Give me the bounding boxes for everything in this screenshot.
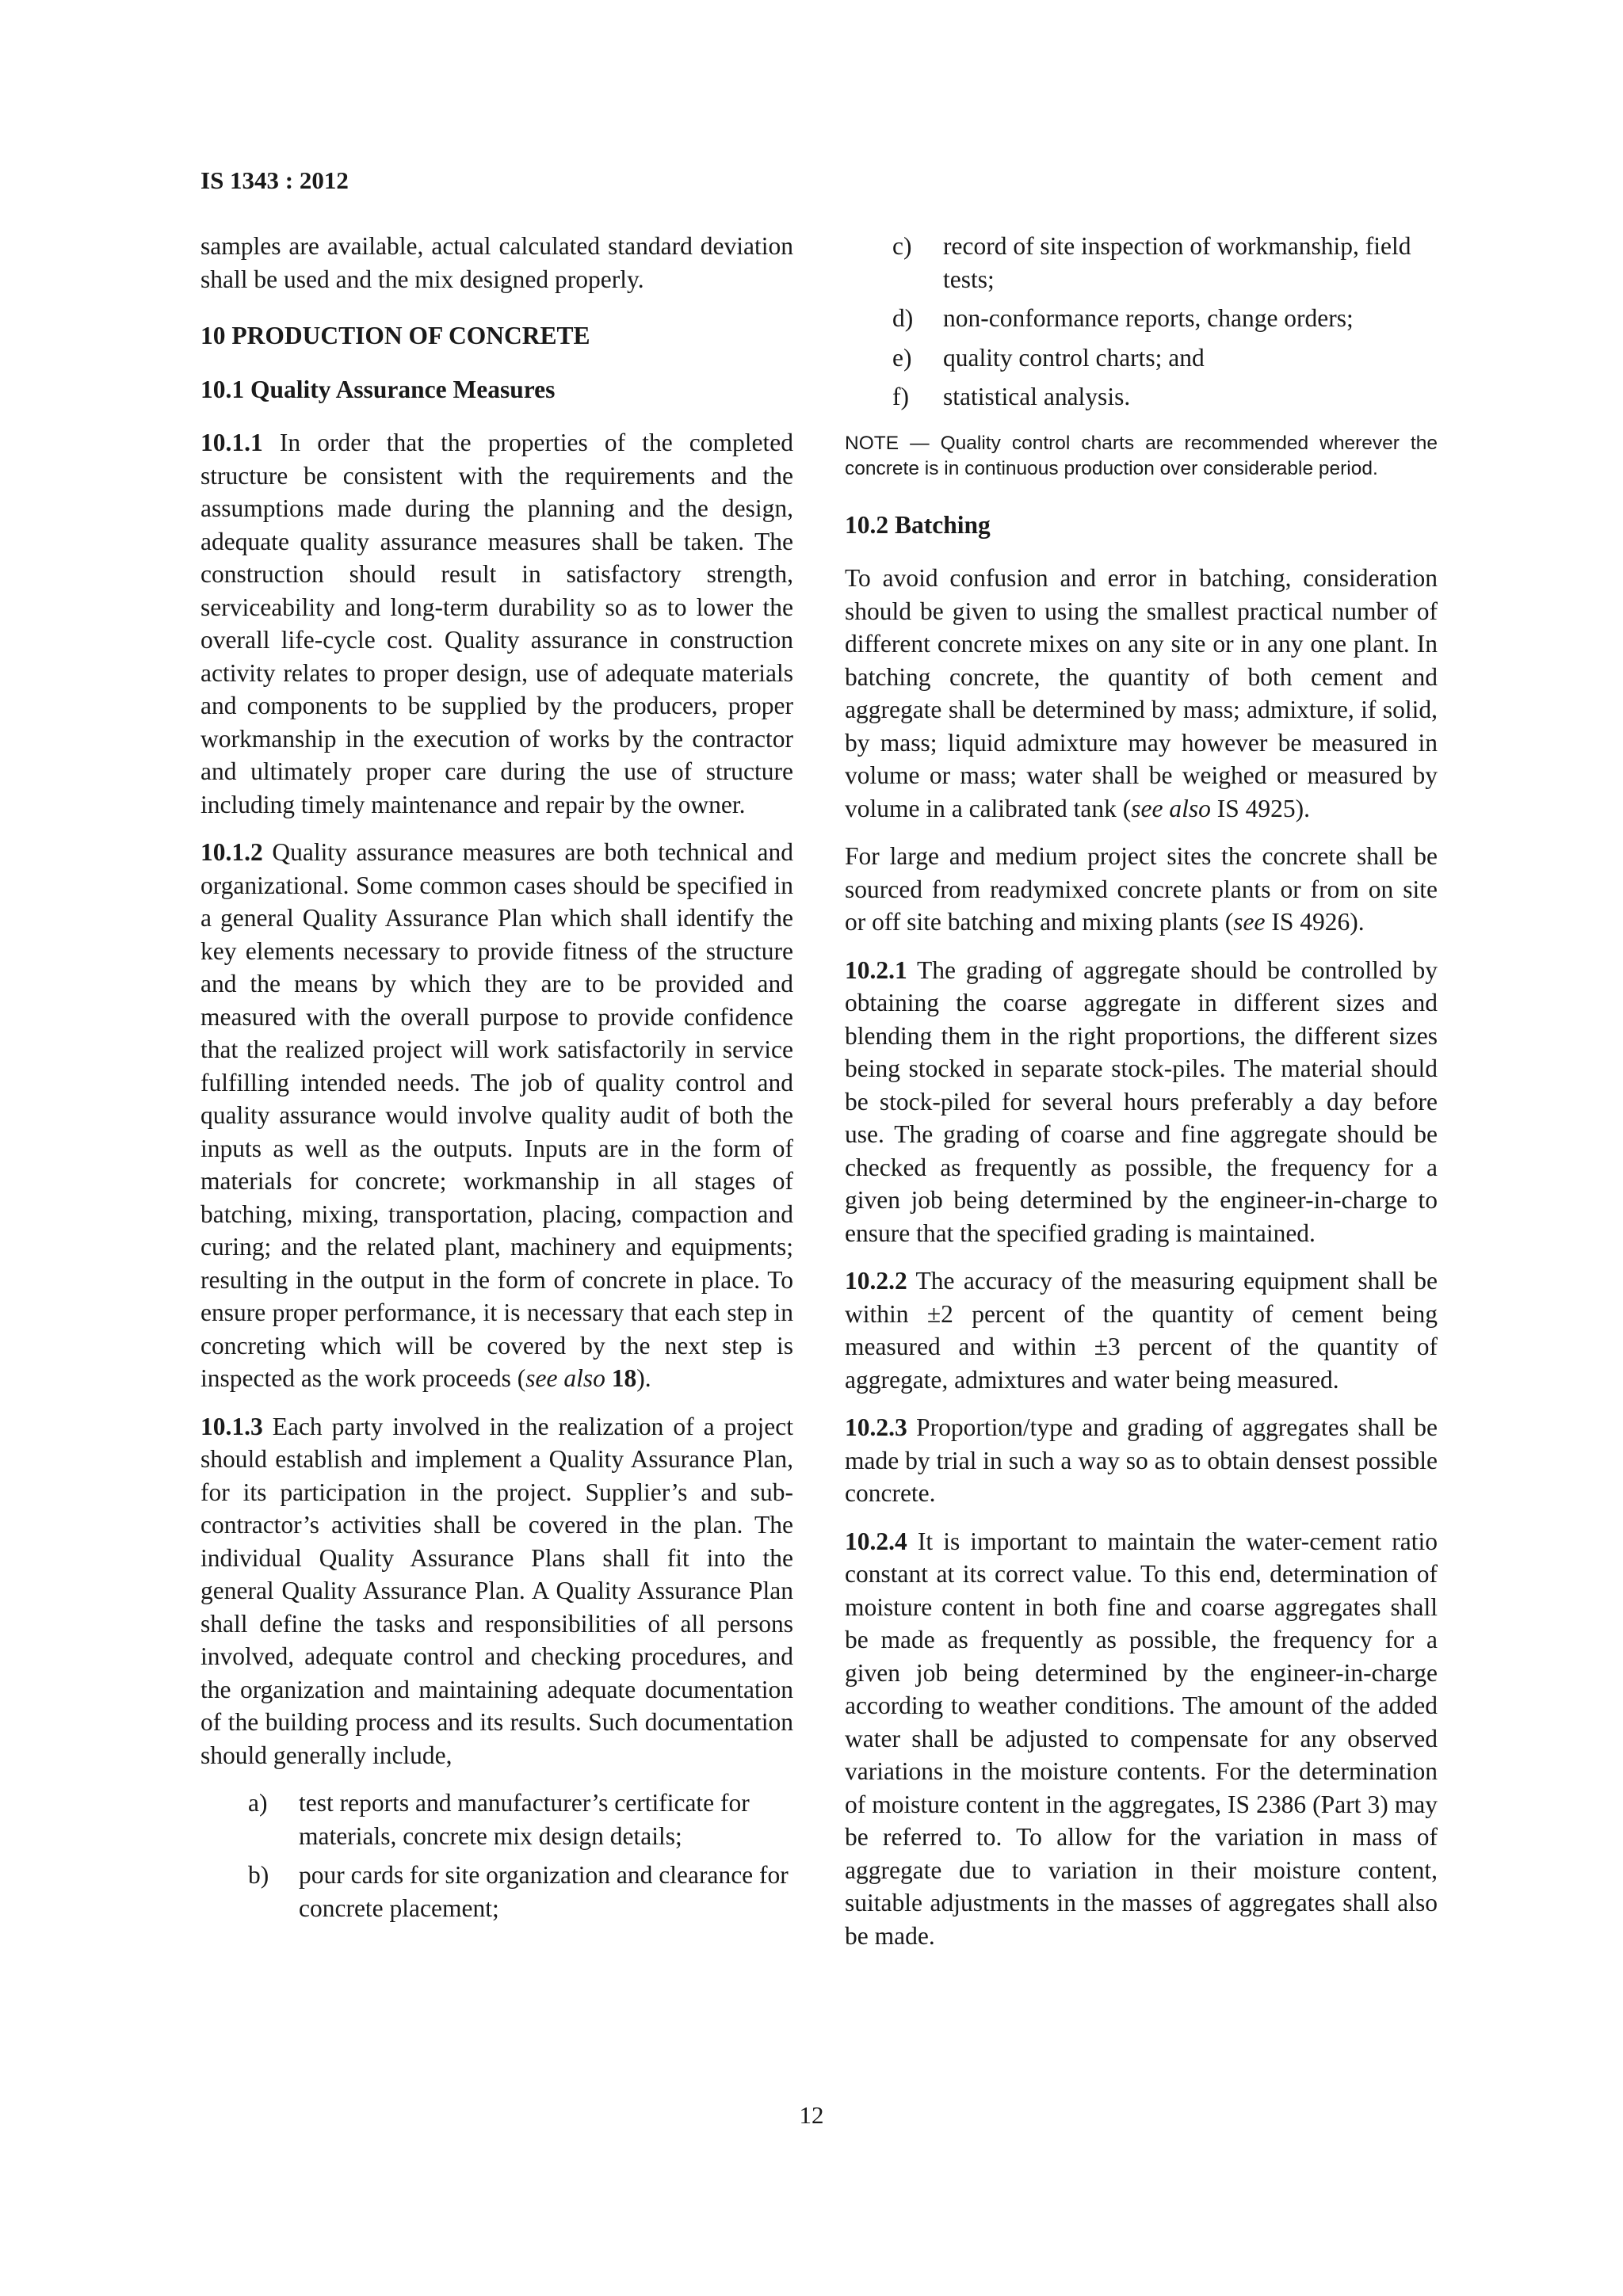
documentation-list-continued [892, 230, 1438, 414]
list-text: test reports and manufacturer’s certificate for materials, concrete mix design details; [299, 1789, 750, 1850]
left-column [200, 230, 793, 1931]
paragraph-text-end: IS 4926). [1265, 908, 1365, 936]
cross-ref-number: 18 [611, 1364, 637, 1392]
clause-text: Quality assurance measures are both technical and organizational. Some common cases should be specified in a general Quality Assurance Plan which shall identify the key elements necessary to provide fitness of the structure and the means by which they are to be provided and measured with the overall purpose to provide confidence that the realized project will work satisfactorily in service fulfilling intended needs. The job of quality control and quality assurance would involve quality audit of both the inputs as well as the outputs. Inputs are in the form of materials for concrete; workmanship in all stages of batching, mixing, transportation, placing, compaction and curing; and the related plant, machinery and equipments; resulting in the output in the form of concrete in place. To ensure proper performance, it is necessary that each step in concreting which will be covered by the next step is inspected as the work proceeds ( [200, 838, 793, 1392]
list-marker: f) [892, 383, 909, 410]
list-marker: b) [248, 1861, 269, 1889]
clause-number: 10.1.2 [200, 838, 263, 866]
clause-10-2-3 [845, 1411, 1438, 1510]
clause-number: 10.2.3 [845, 1413, 907, 1441]
list-item [892, 230, 1438, 296]
list-item [248, 1859, 793, 1924]
clause-text: It is important to maintain the water-cement ratio constant at its correct value. To this end, determination of moisture content in both fine and coarse aggregates shall be made as frequently as possible, the frequency for a given job being determined by the engineer-in-charge according to weather conditions. The amount of the added water shall be adjusted to compensate for any observed variations in the moisture contents. For the determination of moisture content in the aggregates, IS 2386 (Part 3) may be referred to. To allow for the variation in mass of aggregate due to variation in their moisture content, suitable adjustments in the masses of aggregates shall also be made. [845, 1527, 1438, 1950]
batching-paragraph-1 [845, 562, 1438, 825]
list-item [248, 1787, 793, 1852]
cross-ref-see-also: see also [1131, 794, 1211, 822]
clause-10-2-2 [845, 1264, 1438, 1396]
list-item [892, 380, 1438, 414]
section-heading-10: 10 PRODUCTION OF CONCRETE [200, 322, 590, 349]
clause-text-end: ). [636, 1364, 651, 1392]
list-marker: c) [892, 232, 912, 260]
clause-number: 10.2.1 [845, 955, 907, 984]
list-item [892, 341, 1438, 375]
right-column [845, 230, 1438, 1967]
list-text: quality control charts; and [943, 343, 1205, 372]
list-text: non-conformance reports, change orders; [943, 304, 1354, 332]
page-number: 12 [799, 2101, 824, 2129]
clause-10-1-2 [200, 836, 793, 1395]
paragraph-text: For large and medium project sites the concrete shall be sourced from readymixed concrete plants or from on site or off site batching and mixing plants ( [845, 842, 1438, 936]
document-header: IS 1343 : 2012 [200, 166, 349, 194]
paragraph-text-end: IS 4925). [1210, 794, 1310, 822]
note: NOTE — Quality control charts are recommended wherever the concrete is in continuous production over considerable period. [845, 432, 1438, 479]
list-item [892, 302, 1438, 335]
clause-10-1-3 [200, 1410, 793, 1772]
subsection-heading-10-2: 10.2 Batching [845, 510, 991, 539]
clause-number: 10.2.4 [845, 1527, 907, 1555]
list-marker: a) [248, 1789, 268, 1817]
clause-10-1-1 [200, 426, 793, 821]
cross-ref-see-also: see also [525, 1364, 605, 1392]
subsection-heading-10-1: 10.1 Quality Assurance Measures [200, 375, 556, 403]
clause-number: 10.1.1 [200, 429, 263, 456]
clause-number: 10.2.2 [845, 1267, 907, 1295]
list-text: statistical analysis. [943, 383, 1131, 410]
list-text: record of site inspection of workmanship, field tests; [943, 232, 1411, 293]
clause-text: Each party involved in the realization of a project should establish and implement a Quality Assurance Plan, for its participation in the project. Supplier’s and sub-contractor’s activities shall be covered in the plan. The individual Quality Assurance Plans shall fit into the general Quality Assurance Plan. A Quality Assurance Plan shall define the tasks and responsibilities of all persons involved, adequate control and checking procedures, and the organization and maintaining adequate documentation of the building process and its results. Such documentation should generally include, [200, 1412, 793, 1769]
list-marker: d) [892, 304, 914, 332]
clause-number: 10.1.3 [200, 1412, 263, 1440]
list-marker: e) [892, 343, 912, 372]
clause-text: Proportion/type and grading of aggregates shall be made by trial in such a way so as to obtain densest possible concrete. [845, 1413, 1438, 1507]
paragraph-text: To avoid confusion and error in batching, consideration should be given to using the smallest practical number of different concrete mixes on any site or in any one plant. In batching concrete, the quantity of both cement and aggregate shall be determined by mass; admixture, if solid, by mass; liquid admixture may however be measured in volume or mass; water shall be weighed or measured by volume in a calibrated tank ( [845, 564, 1438, 822]
clause-10-2-1 [845, 954, 1438, 1250]
clause-text: The accuracy of the measuring equipment shall be within ±2 percent of the quantity of cement being measured and within ±3 percent of the quantity of aggregate, admixtures and water being measured. [845, 1267, 1438, 1394]
list-text: pour cards for site organization and clearance for concrete placement; [299, 1861, 789, 1922]
clause-text: In order that the properties of the completed structure be consistent with the requirements and the assumptions made during the planning and the design, adequate quality assurance measures shall be taken. The construction should result in satisfactory strength, serviceability and long-term durability so as to lower the overall life-cycle cost. Quality assurance in construction activity relates to proper design, use of adequate materials and components to be supplied by the producers, proper workmanship in the execution of works by the contractor and ultimately proper care during the use of structure including timely maintenance and repair by the owner. [200, 429, 793, 818]
batching-paragraph-2 [845, 840, 1438, 939]
clause-text: The grading of aggregate should be controlled by obtaining the coarse aggregate in different sizes and blending them in the right proportions, the different sizes being stocked in separate stock-piles. The material should be stock-piled for several hours preferably a day before use. The grading of coarse and fine aggregate should be checked as frequently as possible, the frequency for a given job being determined by the engineer-in-charge to ensure that the specified grading is maintained. [845, 955, 1438, 1247]
cross-ref-see: see [1233, 908, 1266, 936]
paragraph-continuation: samples are available, actual calculated standard deviation shall be used and the mix designed properly. [200, 232, 793, 293]
clause-10-2-4 [845, 1525, 1438, 1953]
documentation-list [248, 1787, 793, 1924]
